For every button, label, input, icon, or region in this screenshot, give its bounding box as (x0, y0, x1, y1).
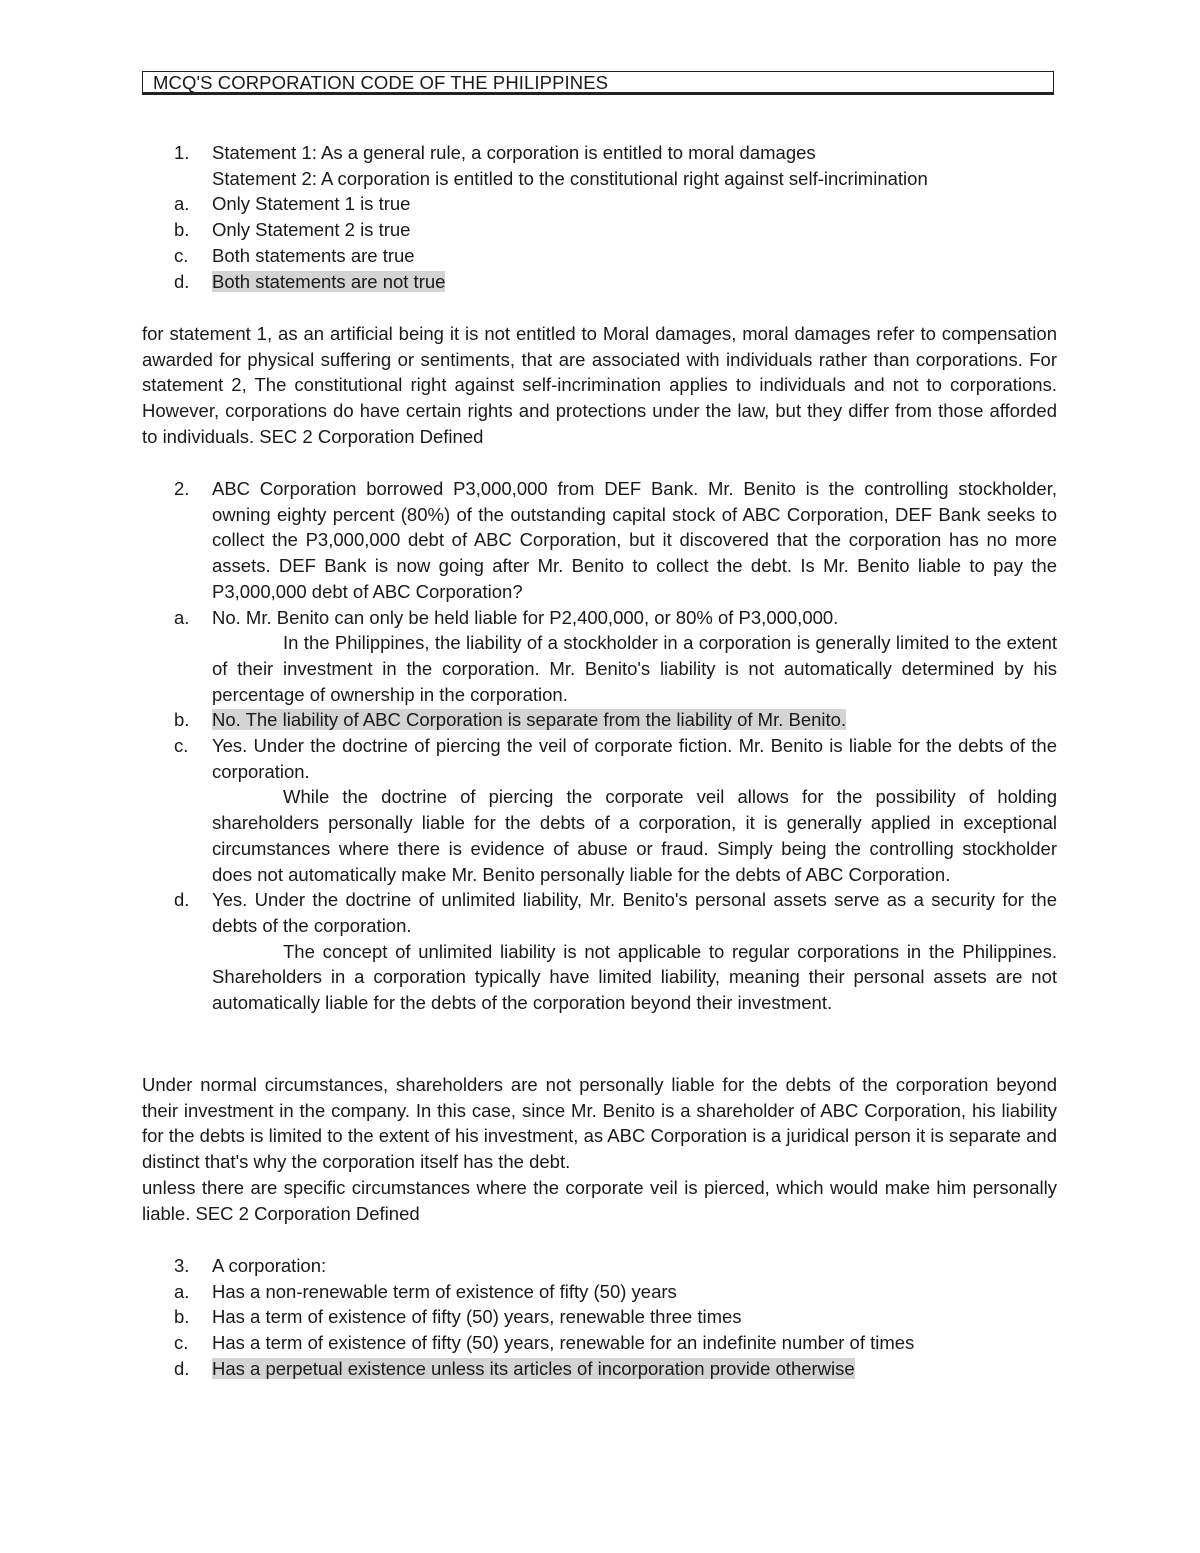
option-letter: d. (174, 1357, 190, 1379)
option-text: No. Mr. Benito can only be held liable for P2,400,000, or 80% of P3,000,000. (212, 606, 839, 628)
option-note: The concept of unlimited liability is not applicable to regular corporations in the Philippines. Shareholders in a corporation typically have limited liability, meaning their personal assets are not automatically liable for the debts of the corporation beyond their investment. (212, 940, 1057, 1014)
option-letter: a. (174, 193, 190, 215)
option-letter: d. (174, 889, 190, 911)
option-b-answer (142, 707, 1057, 733)
option-text: Has a non-renewable term of existence of fifty (50) years (212, 1280, 677, 1302)
highlighted-answer: Both statements are not true (212, 270, 446, 292)
option-a (142, 1279, 1057, 1305)
question-text: ABC Corporation borrowed P3,000,000 from DEF Bank. Mr. Benito is the controlling stockholder, owning eighty percent (80%) of the outstanding capital stock of ABC Corporation, DEF Bank seeks to collect the P3,000,000 debt of ABC Corporation, but it discovered that the corporation has no more assets. DEF Bank is now going after Mr. Benito to collect the debt. Is Mr. Benito liable to pay the P3,000,000 debt of ABC Corporation? (212, 478, 1057, 602)
option-letter: b. (174, 1306, 190, 1328)
option-d-answer (142, 1356, 1057, 1382)
option-text: Both statements are true (212, 244, 415, 266)
option-d-answer (142, 269, 1057, 295)
option-text: Has a term of existence of fifty (50) years, renewable three times (212, 1306, 742, 1328)
question-number: 2. (174, 478, 190, 499)
option-letter: c. (174, 244, 189, 266)
question-1-stem (142, 140, 1057, 191)
question-1 (142, 140, 1057, 294)
option-a (142, 605, 1057, 708)
highlighted-answer: No. The liability of ABC Corporation is separate from the liability of Mr. Benito. (212, 709, 847, 731)
option-c (142, 1330, 1057, 1356)
question-2-explanation (142, 1072, 1057, 1226)
option-letter: b. (174, 219, 190, 241)
question-2-stem (142, 476, 1057, 605)
highlighted-answer: Has a perpetual existence unless its articles of incorporation provide otherwise (212, 1357, 855, 1379)
explanation-paragraph: Under normal circumstances, shareholders are not personally liable for the debts of the corporation beyond their investment in the company. In this case, since Mr. Benito is a shareholder of ABC Corporation, his liability for the debts is limited to the extent of his investment, as ABC Corporation is a juridical person it is separate and distinct that's why the corporation itself has the debt. (142, 1074, 1057, 1173)
option-note: While the doctrine of piercing the corporate veil allows for the possibility of holding shareholders personally liable for the debts of a corporation, it is generally applied in exceptional circumstances where there is evidence of abuse or fraud. Simply being the controlling stockholder does not automatically make Mr. Benito personally liable for the debts of ABC Corporation. (212, 786, 1057, 885)
option-text: Has a term of existence of fifty (50) years, renewable for an indefinite number of times (212, 1332, 915, 1354)
option-c (142, 243, 1057, 269)
option-c (142, 733, 1057, 887)
option-letter: a. (174, 606, 190, 628)
statement-1: Statement 1: As a general rule, a corporation is entitled to moral damages (212, 142, 816, 163)
option-letter: c. (174, 735, 189, 757)
option-text: Only Statement 1 is true (212, 193, 411, 215)
option-text: Only Statement 2 is true (212, 219, 411, 241)
question-3 (142, 1253, 1057, 1382)
statement-2: Statement 2: A corporation is entitled to the constitutional right against self-incrimination (212, 167, 928, 189)
question-number: 3. (174, 1255, 190, 1276)
option-letter: c. (174, 1332, 189, 1354)
question-3-stem (142, 1253, 1057, 1279)
option-letter: a. (174, 1280, 190, 1302)
option-d (142, 887, 1057, 1016)
document-title: MCQ'S CORPORATION CODE OF THE PHILIPPINES (142, 71, 1054, 95)
option-letter: b. (174, 709, 190, 731)
question-1-explanation: for statement 1, as an artificial being it is not entitled to Moral damages, moral damages refer to compensation awarded for physical suffering or sentiments, that are associated with individuals rather than corporations. For statement 2, The constitutional right against self-incrimination applies to individuals and not to corporations. However, corporations do have certain rights and protections under the law, but they differ from those afforded to individuals. SEC 2 Corporation Defined (142, 323, 1057, 447)
option-letter: d. (174, 270, 190, 292)
option-note: In the Philippines, the liability of a stockholder in a corporation is generally limited to the extent of their investment in the corporation. Mr. Benito's liability is not automatically determined by his percentage of ownership in the corporation. (212, 632, 1057, 705)
option-text: Yes. Under the doctrine of piercing the veil of corporate fiction. Mr. Benito is liable for the debts of the corporation. (212, 735, 1057, 782)
explanation-paragraph: unless there are specific circumstances where the corporate veil is pierced, which would make him personally liable. SEC 2 Corporation Defined (142, 1176, 1057, 1224)
option-b (142, 1304, 1057, 1330)
question-number: 1. (174, 142, 190, 163)
option-b (142, 217, 1057, 243)
option-a (142, 191, 1057, 217)
option-text: Yes. Under the doctrine of unlimited liability, Mr. Benito's personal assets serve as a security for the debts of the corporation. (212, 889, 1057, 936)
question-2 (142, 476, 1057, 1016)
question-text: A corporation: (212, 1255, 327, 1276)
